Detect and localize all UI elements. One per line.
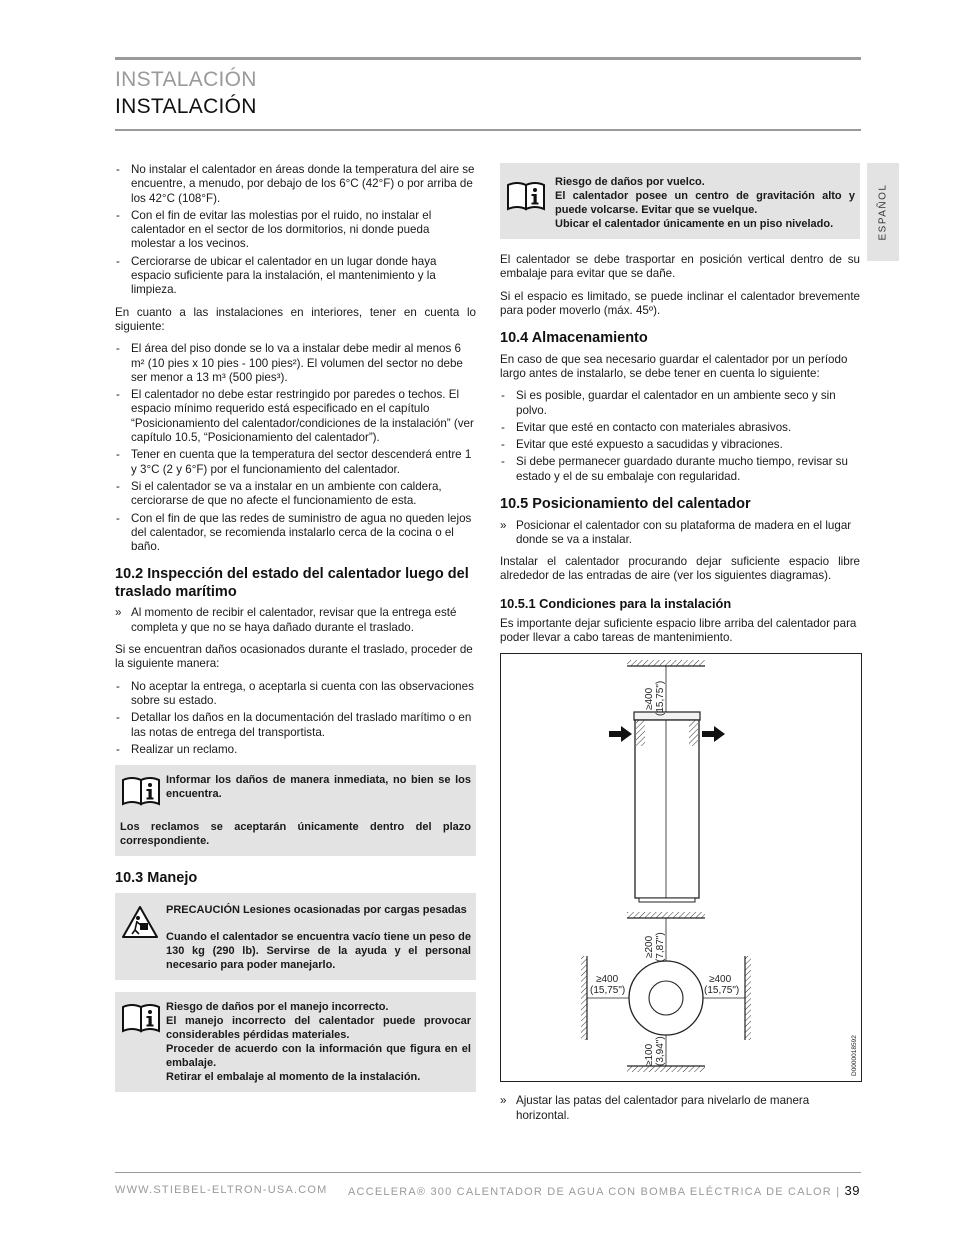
list-item: » Ajustar las patas del calentador para nivelarlo de manera horizontal.: [500, 1094, 860, 1123]
note-text: Riesgo de daños por vuelco.: [555, 176, 705, 188]
paragraph: En cuanto a las instalaciones en interiores, tener en cuenta lo siguiente:: [115, 305, 476, 333]
note-text: Proceder de acuerdo con la información que figura en el embalaje.: [166, 1042, 471, 1069]
air-grille-left: [636, 720, 645, 746]
paragraph: En caso de que sea necesario guardar el calentador por un período largo antes de instalarlo, se debe tener en cuenta lo siguiente:: [500, 352, 848, 380]
info-note-handling: [115, 992, 476, 1092]
list-item: - No instalar el calentador en áreas donde la temperatura del aire se encuentre, a menudo, por debajo de los 6°C (42°F) o por arriba de los 42°C (108°F).: [115, 163, 476, 206]
air-grille-right: [689, 720, 698, 746]
caution-note: [115, 893, 476, 980]
info-note-tipping: [500, 163, 860, 239]
list-item: - Si debe permanecer guardado durante mucho tiempo, revisar su estado y el de su embalaje con regularidad.: [500, 455, 860, 484]
list-item: » Posicionar el calentador con su plataforma de madera en el lugar donde se va a instalar.: [500, 519, 860, 548]
caution-body: Cuando el calentador se encuentra vacío tiene un peso de 130 kg (290 lb). Servirse de la ayuda y el personal necesario para poder manejarlo.: [166, 930, 471, 971]
list-item: - El área del piso donde se lo va a instalar debe medir al menos 6 m² (10 pies x 10 pies - 100 pies²). El volumen del sector no debe ser menor a 13 m³ (500 pies³).: [115, 342, 476, 385]
note-text: Retirar el embalaje al momento de la instalación.: [166, 1070, 421, 1083]
wall-hatch-top: [627, 912, 705, 918]
list-item: - No aceptar la entrega, o aceptarla si cuenta con las observaciones sobre su estado.: [115, 680, 476, 709]
heavy-load-warning-icon: [120, 903, 166, 944]
list-item: - Cerciorarse de ubicar el calentador en un lugar donde haya espacio suficiente para la instalación, el mantenimiento y la limpieza.: [115, 255, 476, 298]
note-text: Los reclamos se aceptarán únicamente dentro del plazo correspondiente.: [120, 821, 471, 848]
heater-top-view-inner: [649, 981, 683, 1015]
heater-top-cap: [634, 712, 700, 720]
dim-mid-label: (7,87"): [655, 932, 666, 963]
indoor-list: [115, 342, 476, 554]
dim-bottom-label: ≥100: [644, 1044, 655, 1067]
list-item: - Detallar los daños en la documentación del traslado marítimo o en las notas de entrega del transportista.: [115, 711, 476, 740]
list-item: - Realizar un reclamo.: [115, 743, 476, 757]
ceiling-hatch: [627, 660, 705, 666]
paragraph: El calentador se debe trasportar en posición vertical dentro de su embalaje para evitar que se dañe.: [500, 253, 860, 281]
caution-title: Lesiones ocasionadas por cargas pesadas: [239, 903, 467, 916]
note-text: Informar los daños de manera inmediata, no bien se los encuentra.: [166, 774, 471, 801]
footer-rule: [115, 1172, 861, 1173]
page-number: 39: [844, 1183, 860, 1198]
heading-10-3: 10.3 Manejo: [115, 870, 198, 887]
list-item: - Si es posible, guardar el calentador en un ambiente seco y sin polvo.: [500, 389, 860, 418]
info-book-icon: [505, 175, 551, 215]
top-rule: [115, 57, 861, 60]
note-text: El manejo incorrecto del calentador puede provocar considerables pérdidas materiales.: [166, 1014, 471, 1041]
air-in-arrow-icon: [609, 726, 632, 742]
section-title-gray: INSTALACIÓN: [115, 68, 257, 91]
paragraph: Si el espacio es limitado, se puede inclinar el calentador brevemente para poder moverlo (máx. 45º).: [500, 289, 860, 317]
positioning-list: [500, 519, 860, 548]
paragraph: Es importante dejar suficiente espacio libre arriba del calentador para poder llevar a cabo tareas de mantenimiento.: [500, 616, 857, 645]
list-item: - Con el fin de que las redes de suministro de agua no queden lejos del calentador, se recomienda instalarlo cerca de la cocina o el baño.: [115, 512, 476, 555]
leveling-list: [500, 1094, 860, 1123]
info-book-icon: [120, 773, 166, 810]
heater-base: [639, 898, 695, 902]
air-out-arrow-icon: [702, 726, 725, 742]
dim-right-label: ≥400: [709, 974, 732, 986]
dim-top-label: (15,75"): [655, 681, 666, 717]
list-item: - Evitar que esté en contacto con materiales abrasivos.: [500, 421, 860, 435]
footer-url: WWW.STIEBEL-ELTRON-USA.COM: [115, 1184, 328, 1196]
language-side-tab: [867, 163, 899, 261]
heading-10-4: 10.4 Almacenamiento: [500, 330, 648, 347]
note-text: El calentador posee un centro de gravitación alto y puede volcarse. Evitar que se vuelque.: [555, 190, 855, 216]
wall-hatch-left: [581, 956, 587, 1040]
location-list: [115, 163, 476, 298]
dim-right-label: (15,75"): [704, 985, 740, 997]
language-label: ESPAÑOL: [877, 183, 889, 241]
footer-doc-title: ACCELERA® 300 CALENTADOR DE AGUA CON BOMBA ELÉCTRICA DE CALOR |: [348, 1186, 845, 1198]
list-item: - El calentador no debe estar restringido por paredes o techos. El espacio mínimo requerido está especificado en el capítulo “Posicionamiento del calentador/condiciones de la instalación” (ver capítulo 10.5, “Posicionamiento del calentador”).: [115, 388, 476, 445]
caution-label: PRECAUCIÓN: [166, 903, 240, 916]
paragraph: Si se encuentran daños ocasionados durante el traslado, proceder de la siguiente manera:: [115, 643, 473, 671]
list-item: - Si el calentador se va a instalar en un ambiente con caldera, cerciorarse de que no afecte el funcionamiento de esta.: [115, 480, 476, 509]
section-title: INSTALACIÓN: [115, 95, 257, 118]
dim-left-label: (15,75"): [590, 985, 626, 997]
footer-title: [348, 1183, 860, 1198]
paragraph: Instalar el calentador procurando dejar suficiente espacio libre alrededor de las entradas de aire (ver los siguientes diagramas).: [500, 555, 860, 583]
clearance-diagram: [500, 653, 862, 1082]
drawing-code: D0000018592: [851, 1035, 858, 1077]
dim-mid-label: ≥200: [644, 936, 655, 959]
dim-left-label: ≥400: [596, 974, 619, 986]
note-text: Ubicar el calentador únicamente en un piso nivelado.: [555, 218, 834, 230]
list-item: - Tener en cuenta que la temperatura del sector descenderá entre 1 y 3°C (2 y 6°F) por el funcionamiento del calentador.: [115, 448, 476, 477]
storage-list: [500, 389, 860, 484]
list-item: - Evitar que esté expuesto a sacudidas y vibraciones.: [500, 438, 860, 452]
heater-body: [635, 720, 699, 898]
info-note-damage: [115, 765, 476, 856]
list-item: » Al momento de recibir el calentador, revisar que la entrega esté completa y que no se haya dañado durante el traslado.: [115, 606, 476, 635]
heading-10-5: 10.5 Posicionamiento del calentador: [500, 496, 751, 513]
header-rule: [115, 129, 861, 131]
dim-top-label: ≥400: [644, 688, 655, 711]
wall-hatch-bottom: [627, 1066, 705, 1072]
heading-10-5-1: 10.5.1 Condiciones para la instalación: [500, 595, 732, 611]
wall-hatch-right: [745, 956, 751, 1040]
right-column: [500, 163, 860, 1131]
list-item: - Con el fin de evitar las molestias por el ruido, no instalar el calentador en el sector de los dormitorios, ni donde pueda molestar a los vecinos.: [115, 209, 476, 252]
left-column: [115, 163, 476, 1104]
heading-10-2: 10.2 Inspección del estado del calentador luego del traslado marítimo: [115, 566, 469, 600]
dim-bottom-label: (3,94"): [655, 1036, 666, 1067]
damage-list: [115, 680, 476, 757]
info-book-icon: [120, 1000, 166, 1037]
note-text: Riesgo de daños por el manejo incorrecto.: [166, 1000, 389, 1013]
inspection-list: [115, 606, 476, 635]
